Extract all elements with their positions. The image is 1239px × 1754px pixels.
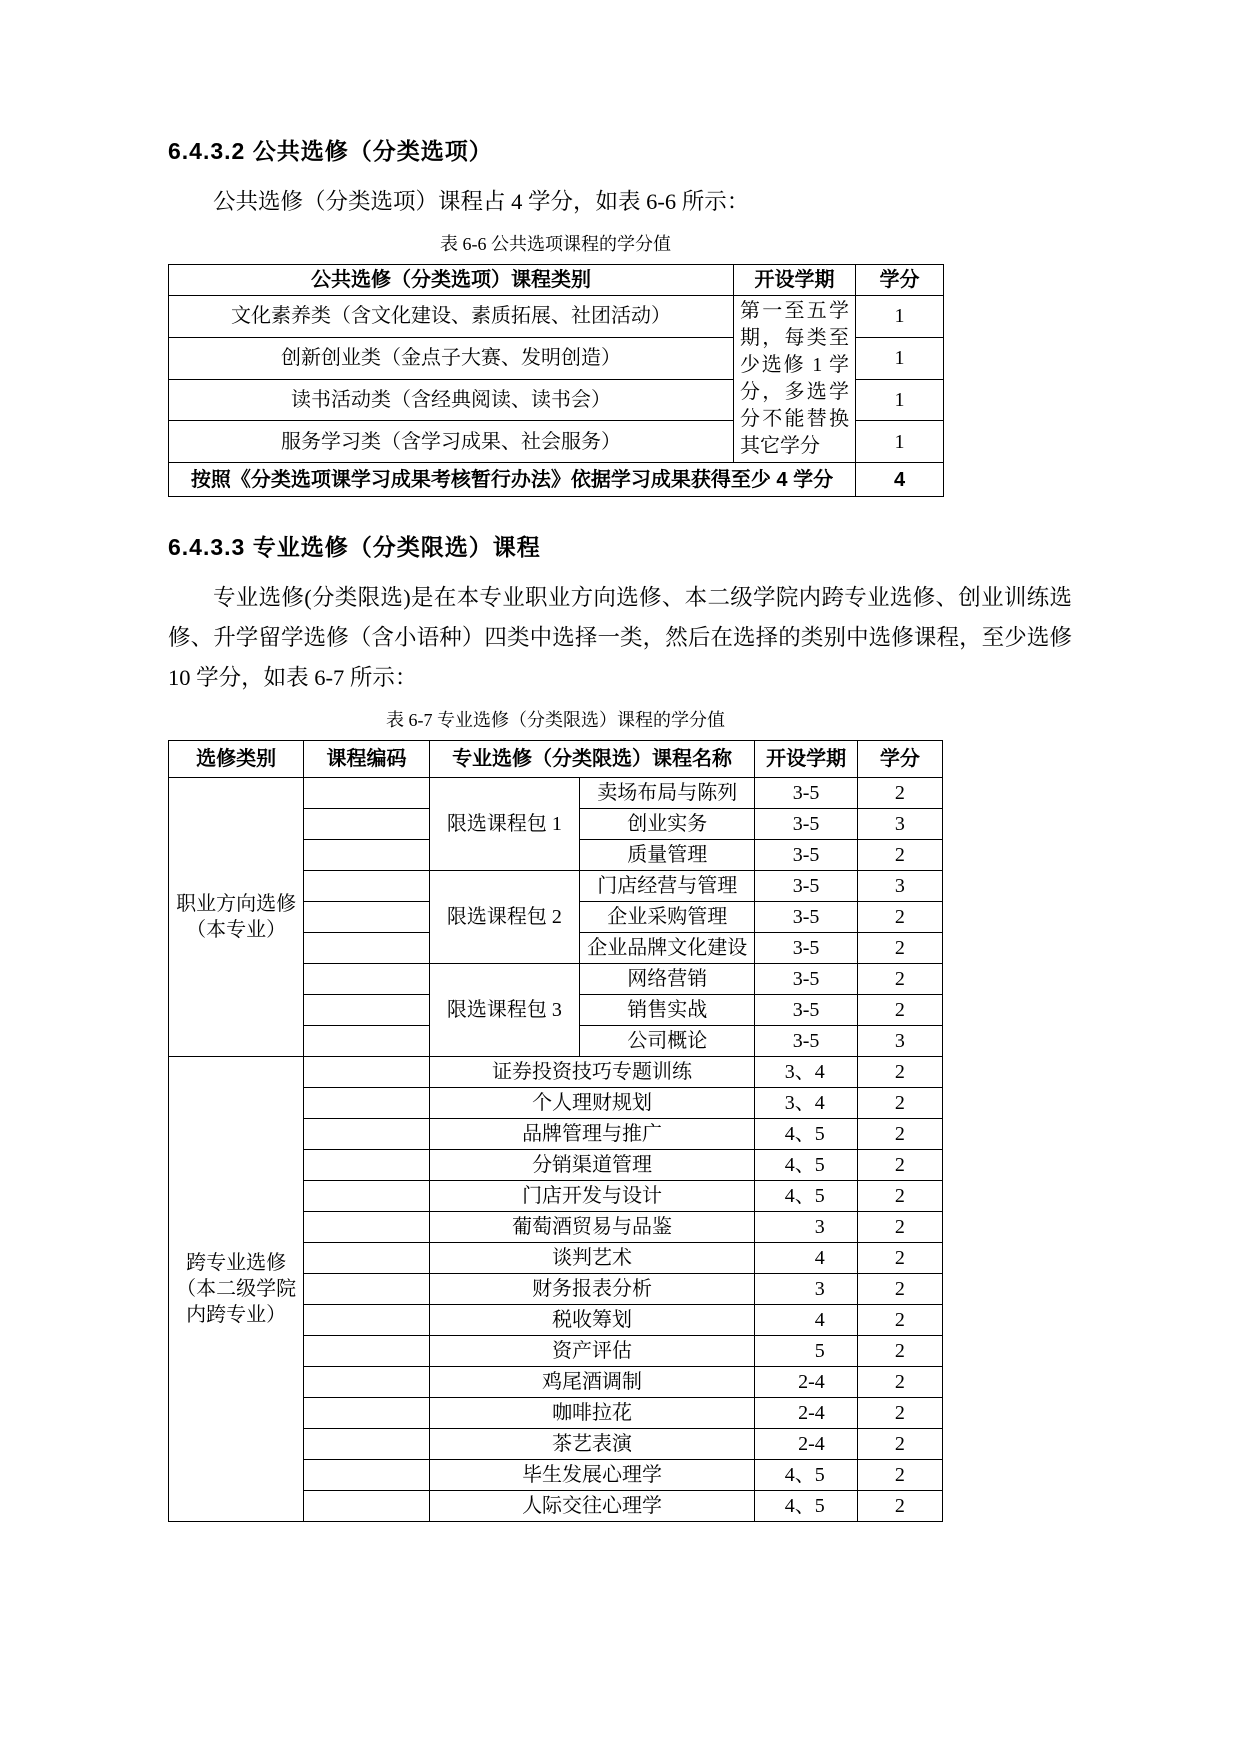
credit-cell: 2: [857, 1088, 942, 1119]
column-header-credit: 学分: [857, 741, 942, 778]
credit-cell: 2: [857, 1119, 942, 1150]
semester-cell: 3-5: [755, 809, 857, 840]
semester-cell: 4: [755, 1243, 857, 1274]
course-name-cell: 证券投资技巧专题训练: [429, 1057, 755, 1088]
course-name-cell: 葡萄酒贸易与品鉴: [429, 1212, 755, 1243]
credit-cell: 1: [856, 421, 944, 463]
column-header-category: 公共选修（分类选项）课程类别: [169, 265, 734, 296]
course-code-cell: [304, 871, 429, 902]
course-code-cell: [304, 1057, 429, 1088]
table-row: [169, 1057, 943, 1088]
credit-cell: 1: [856, 379, 944, 421]
column-header-semester: 开设学期: [734, 265, 856, 296]
credit-cell: 2: [857, 1212, 942, 1243]
course-name-cell: 财务报表分析: [429, 1274, 755, 1305]
semester-cell: 3-5: [755, 1026, 857, 1057]
course-code-cell: [304, 1491, 429, 1522]
semester-cell: 4: [755, 1305, 857, 1336]
credit-cell: 2: [857, 1150, 942, 1181]
paragraph-public-elective: 公共选修（分类选项）课程占 4 学分，如表 6-6 所示：: [213, 189, 750, 214]
course-code-cell: [304, 1243, 429, 1274]
section-heading-6-4-3-3: 6.4.3.3 专业选修（分类限选）课程: [168, 534, 541, 560]
table-header-row: [169, 741, 943, 778]
semester-cell: 2-4: [755, 1367, 857, 1398]
table-row: [169, 296, 944, 338]
credit-cell: 2: [857, 1057, 942, 1088]
package-cell: 限选课程包 1: [429, 778, 579, 871]
course-code-cell: [304, 778, 429, 809]
course-code-cell: [304, 1119, 429, 1150]
credit-cell: 2: [857, 964, 942, 995]
credit-cell: 2: [857, 1429, 942, 1460]
category-cell: 服务学习类（含学习成果、社会服务）: [169, 421, 734, 463]
semester-cell: 4、5: [755, 1491, 857, 1522]
column-header-course-code: 课程编码: [304, 741, 429, 778]
course-name-cell: 分销渠道管理: [429, 1150, 755, 1181]
credit-cell: 3: [857, 809, 942, 840]
course-code-cell: [304, 995, 429, 1026]
semester-cell: 4、5: [755, 1150, 857, 1181]
course-name-cell: 个人理财规划: [429, 1088, 755, 1119]
course-code-cell: [304, 1212, 429, 1243]
semester-cell: 5: [755, 1336, 857, 1367]
semester-cell: 3-5: [755, 778, 857, 809]
table-6-7: [168, 740, 943, 1522]
semester-cell: 3-5: [755, 964, 857, 995]
credit-cell: 2: [857, 840, 942, 871]
credit-cell: 2: [857, 933, 942, 964]
course-code-cell: [304, 902, 429, 933]
credit-cell: 2: [857, 1305, 942, 1336]
column-header-credit: 学分: [856, 265, 944, 296]
course-name-cell: 鸡尾酒调制: [429, 1367, 755, 1398]
footer-credit-cell: 4: [856, 463, 944, 497]
table-6-6: [168, 264, 944, 497]
course-name-cell: 茶艺表演: [429, 1429, 755, 1460]
credit-cell: 2: [857, 1181, 942, 1212]
course-code-cell: [304, 1398, 429, 1429]
package-cell: 限选课程包 3: [429, 964, 579, 1057]
course-code-cell: [304, 964, 429, 995]
footer-note-cell: 按照《分类选项课学习成果考核暂行办法》依据学习成果获得至少 4 学分: [169, 463, 856, 497]
table-row: [169, 778, 943, 809]
course-name-cell: 谈判艺术: [429, 1243, 755, 1274]
column-header-course-name: 专业选修（分类限选）课程名称: [429, 741, 755, 778]
semester-cell: 3-5: [755, 902, 857, 933]
course-code-cell: [304, 1429, 429, 1460]
category-cell: 文化素养类（含文化建设、素质拓展、社团活动）: [169, 296, 734, 338]
semester-cell: 4、5: [755, 1119, 857, 1150]
semester-cell: 3-5: [755, 871, 857, 902]
credit-cell: 2: [857, 1491, 942, 1522]
credit-cell: 2: [857, 1336, 942, 1367]
course-name-cell: 网络营销: [580, 964, 755, 995]
semester-cell: 3: [755, 1212, 857, 1243]
course-name-cell: 创业实务: [580, 809, 755, 840]
course-name-cell: 税收筹划: [429, 1305, 755, 1336]
course-name-cell: 品牌管理与推广: [429, 1119, 755, 1150]
category-cell: 创新创业类（金点子大赛、发明创造）: [169, 337, 734, 379]
semester-cell: 2-4: [755, 1398, 857, 1429]
credit-cell: 3: [857, 1026, 942, 1057]
course-name-cell: 卖场布局与陈列: [580, 778, 755, 809]
semester-cell: 3、4: [755, 1088, 857, 1119]
credit-cell: 2: [857, 995, 942, 1026]
semester-cell: 3-5: [755, 933, 857, 964]
paragraph-major-elective: 专业选修(分类限选)是在本专业职业方向选修、本二级学院内跨专业选修、创业训练选修、升学留学选修（含小语种）四类中选择一类，然后在选择的类别中选修课程，至少选修 10 学分，如表 6-7 所示：: [168, 585, 1072, 690]
course-code-cell: [304, 1026, 429, 1057]
table-6-7-caption: 表 6-7 专业选修（分类限选）课程的学分值: [386, 710, 725, 730]
semester-cell: 3: [755, 1274, 857, 1305]
credit-cell: 2: [857, 902, 942, 933]
course-name-cell: 门店经营与管理: [580, 871, 755, 902]
course-code-cell: [304, 1181, 429, 1212]
semester-cell: 4、5: [755, 1460, 857, 1491]
credit-cell: 2: [857, 1367, 942, 1398]
course-name-cell: 企业品牌文化建设: [580, 933, 755, 964]
course-name-cell: 门店开发与设计: [429, 1181, 755, 1212]
table-footer-row: [169, 463, 944, 497]
elective-type-cell: 职业方向选修（本专业）: [169, 778, 304, 1057]
semester-cell: 2-4: [755, 1429, 857, 1460]
course-name-cell: 咖啡拉花: [429, 1398, 755, 1429]
course-code-cell: [304, 933, 429, 964]
credit-cell: 2: [857, 778, 942, 809]
credit-cell: 1: [856, 337, 944, 379]
credit-cell: 2: [857, 1460, 942, 1491]
course-code-cell: [304, 1274, 429, 1305]
course-name-cell: 资产评估: [429, 1336, 755, 1367]
category-cell: 读书活动类（含经典阅读、读书会）: [169, 379, 734, 421]
course-name-cell: 毕生发展心理学: [429, 1460, 755, 1491]
course-code-cell: [304, 1305, 429, 1336]
course-name-cell: 质量管理: [580, 840, 755, 871]
course-code-cell: [304, 1088, 429, 1119]
credit-cell: 1: [856, 296, 944, 338]
course-name-cell: 人际交往心理学: [429, 1491, 755, 1522]
course-name-cell: 销售实战: [580, 995, 755, 1026]
semester-note-cell: 第一至五学期，每类至少选修 1 学分，多选学分不能替换其它学分: [734, 296, 856, 463]
course-code-cell: [304, 809, 429, 840]
elective-type-cell: 跨专业选修（本二级学院内跨专业）: [169, 1057, 304, 1522]
semester-cell: 4、5: [755, 1181, 857, 1212]
package-cell: 限选课程包 2: [429, 871, 579, 964]
course-name-cell: 公司概论: [580, 1026, 755, 1057]
section-heading-6-4-3-2: 6.4.3.2 公共选修（分类选项）: [168, 138, 493, 164]
table-6-6-caption: 表 6-6 公共选项课程的学分值: [440, 234, 671, 254]
credit-cell: 2: [857, 1274, 942, 1305]
credit-cell: 2: [857, 1243, 942, 1274]
column-header-elective-type: 选修类别: [169, 741, 304, 778]
course-code-cell: [304, 1336, 429, 1367]
course-code-cell: [304, 1150, 429, 1181]
semester-cell: 3-5: [755, 995, 857, 1026]
course-name-cell: 企业采购管理: [580, 902, 755, 933]
table-header-row: [169, 265, 944, 296]
course-code-cell: [304, 1460, 429, 1491]
semester-cell: 3-5: [755, 840, 857, 871]
column-header-semester: 开设学期: [755, 741, 857, 778]
course-code-cell: [304, 840, 429, 871]
credit-cell: 2: [857, 1398, 942, 1429]
course-code-cell: [304, 1367, 429, 1398]
semester-cell: 3、4: [755, 1057, 857, 1088]
credit-cell: 3: [857, 871, 942, 902]
